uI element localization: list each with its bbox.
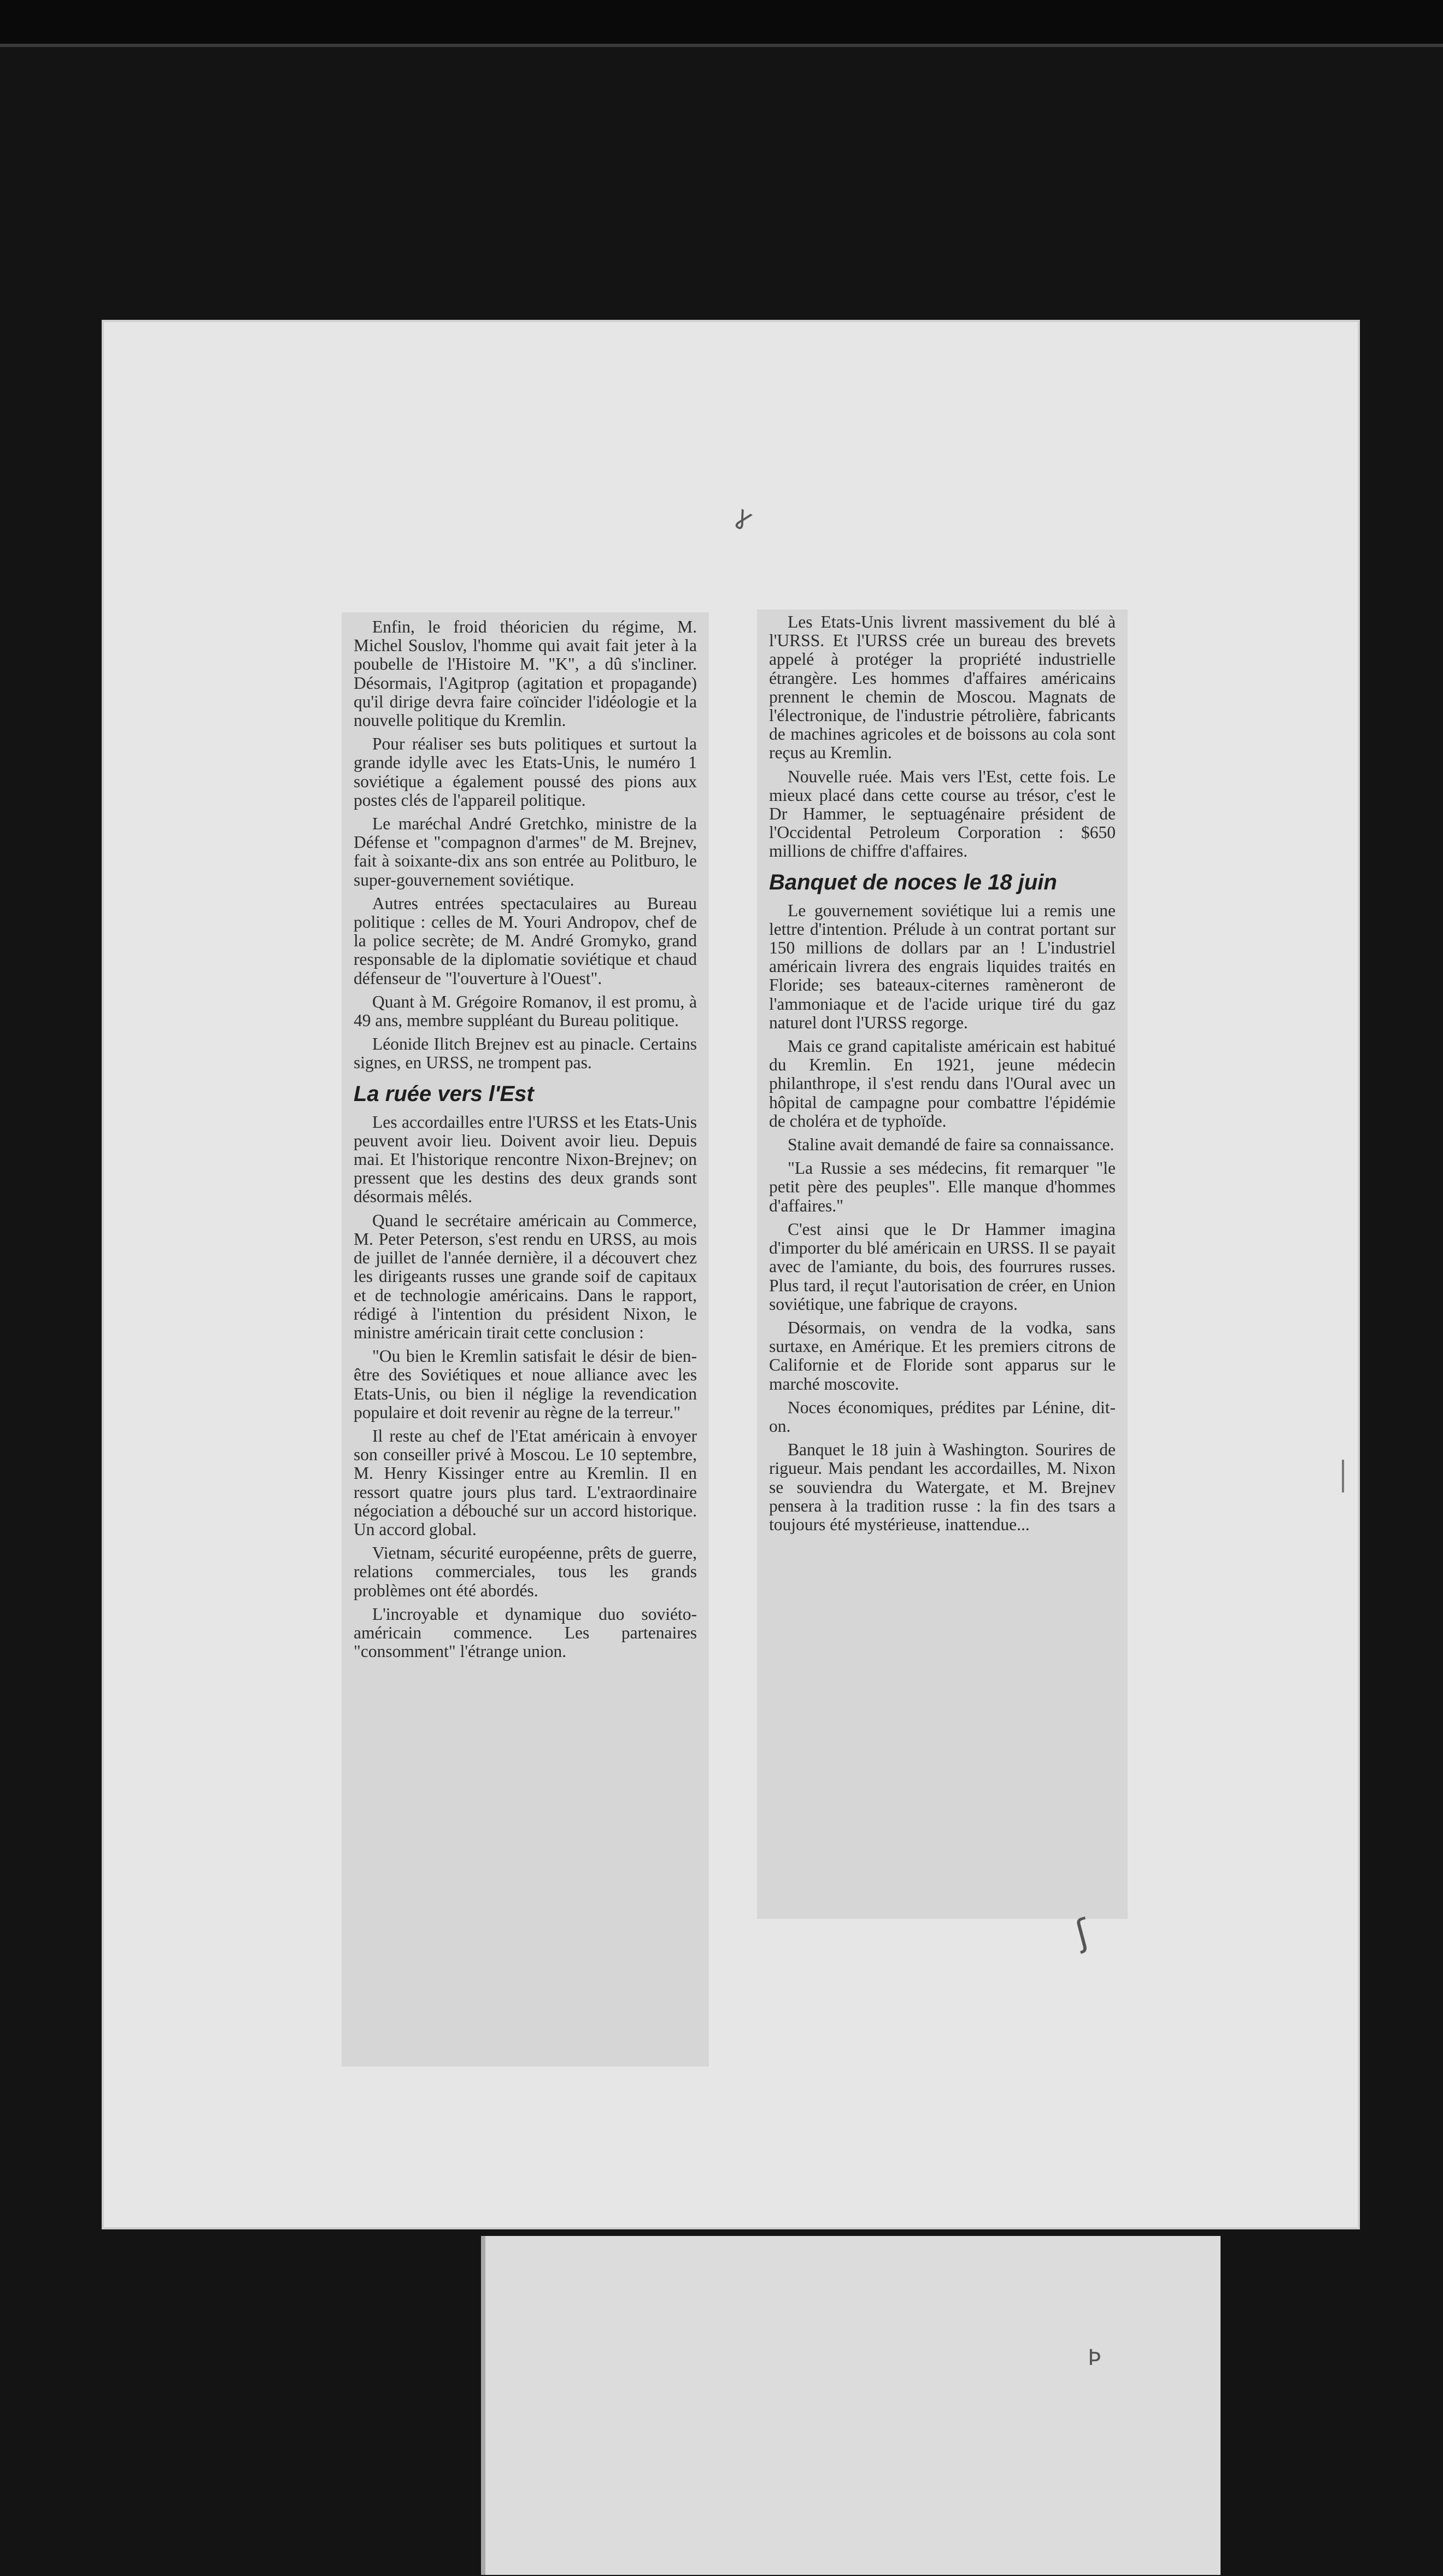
right-paragraph-9: Noces économiques, prédites par Lénine, dit-on. [769,1397,1116,1436]
left-paragraph-2: Pour réaliser ses buts politiques et surtout la grande idylle avec les Etats-Unis, le numéro 1 soviétique a également poussé des pions aux postes clés de l'appareil politique. [354,734,697,810]
left-paragraph-1: Enfin, le froid théoricien du régime, M. Michel Souslov, l'homme qui avait fait jeter à la poubelle de l'Histoire M. "K", a dû s'incliner. Désormais, l'Agitprop (agitation et propagande) qu'il dirige devra faire coïncider l'idéologie et la nouvelle politique du Kremlin. [354,617,697,730]
paper-tab-bottom [481,2236,1221,2575]
tab-pencil-mark: Þ [1088,2345,1101,2370]
margin-mark-right [1342,1460,1353,1492]
left-paragraph-10: Il reste au chef de l'Etat américain à envoyer son conseiller privé à Moscou. Le 10 septembre, M. Henry Kissinger entre au Kremlin. Il en ressort quatre jours plus tard. L'extraordinaire négociation a débouché sur un accord historique. Un accord global. [354,1426,697,1539]
left-paragraph-3: Le maréchal André Gretchko, ministre de la Défense et "compagnon d'armes" de M. Brejnev, fait à soixante-dix ans son entrée au Politburo, le super-gouvernement soviétique. [354,814,697,889]
film-top-band [0,0,1443,47]
left-paragraph-6: Léonide Ilitch Brejnev est au pinacle. Certains signes, en URSS, ne trompent pas. [354,1034,697,1073]
left-subheading: La ruée vers l'Est [354,1081,534,1106]
clipping-left-column [342,612,709,2066]
clipping-right-column [757,610,1128,1919]
left-paragraph-9: "Ou bien le Kremlin satisfait le désir de bien-être des Soviétiques et noue alliance avec les Etats-Unis, ou bien il néglige la revendication populaire et doit revenir au règne de la terreur." [354,1346,697,1422]
pencil-scribble: ʃ [1071,1911,1094,1955]
right-subheading: Banquet de noces le 18 juin [769,870,1057,894]
right-paragraph-4: Mais ce grand capitaliste américain est habitué du Kremlin. En 1921, jeune médecin philanthrope, il s'est rendu dans l'Oural avec un hôpital de campagne pour combattre l'épidémie de choléra et de typhoïde. [769,1037,1116,1131]
left-paragraph-7: Les accordailles entre l'URSS et les Etats-Unis peuvent avoir lieu. Doivent avoir lieu. Depuis mai. Et l'historique rencontre Nixon-Brejnev; on pressent que les destins des deux grands sont désormais mêlés. [354,1112,697,1207]
scanned-page [102,320,1360,2229]
right-paragraph-3: Le gouvernement soviétique lui a remis une lettre d'intention. Prélude à un contrat portant sur 150 millions de dollars par an ! L'industriel américain livrera des engrais liquides traités en Floride; ses bateaux-citernes ramèneront de l'ammoniaque et de l'acide urique tiré du gaz naturel dont l'URSS regorge. [769,900,1116,1032]
left-paragraph-4: Autres entrées spectaculaires au Bureau politique : celles de M. Youri Andropov, chef de la police secrète; de M. André Gromyko, grand responsable de la diplomatie soviétique et chaud défenseur de "l'ouverture à l'Ouest". [354,893,697,988]
left-paragraph-8: Quand le secrétaire américain au Commerce, M. Peter Peterson, s'est rendu en URSS, au mois de juillet de l'année dernière, il a découvert chez les dirigeants russes une grande soif de capitaux et de technologie américains. Dans le rapport, rédigé à l'intention du président Nixon, le ministre américain tirait cette conclusion : [354,1210,697,1342]
right-paragraph-5: Staline avait demandé de faire sa connaissance. [788,1135,1114,1155]
right-paragraph-2: Nouvelle ruée. Mais vers l'Est, cette fois. Le mieux placé dans cette course au trésor, c'est le Dr Hammer, le septuagénaire président de l'Occidental Petroleum Corporation : $650 millions de chiffre d'affaires. [769,766,1116,861]
right-paragraph-8: Désormais, on vendra de la vodka, sans surtaxe, en Amérique. Et les premiers citrons de Californie et de Floride sont apparus sur le marché moscovite. [769,1318,1116,1394]
right-paragraph-1: Les Etats-Unis livrent massivement du blé à l'URSS. Et l'URSS crée un bureau des brevets appelé à protéger la propriété industrielle étrangère. Les hommes d'affaires américains prennent le chemin de Moscou. Magnats de l'électronique, de l'industrie pétrolière, fabricants de machines agricoles et de boissons au cola sont reçus au Kremlin. [769,612,1116,763]
left-paragraph-12: L'incroyable et dynamique duo soviéto-américain commence. Les partenaires "consomment" l'étrange union. [354,1604,697,1661]
right-paragraph-7: C'est ainsi que le Dr Hammer imagina d'importer du blé américain en URSS. Il se payait avec de l'amiante, du bois, des fourrures russes. Plus tard, il reçut l'autorisation de créer, en Union soviétique, une fabrique de crayons. [769,1219,1116,1314]
right-paragraph-10: Banquet le 18 juin à Washington. Sourires de rigueur. Mais pendant les accordailles, M. Nixon se souviendra du Watergate, et M. Brejnev pensera à la tradition russe : la fin des tsars a toujours été mystérieuse, inattendue... [769,1440,1116,1534]
pencil-mark-top: ɣ [731,500,759,533]
right-paragraph-6: "La Russie a ses médecins, fit remarquer "le petit père des peuples". Elle manque d'hommes d'affaires." [769,1158,1116,1215]
left-paragraph-5: Quant à M. Grégoire Romanov, il est promu, à 49 ans, membre suppléant du Bureau politique. [354,992,697,1031]
left-paragraph-11: Vietnam, sécurité européenne, prêts de guerre, relations commerciales, tous les grands problèmes ont été abordés. [354,1543,697,1600]
